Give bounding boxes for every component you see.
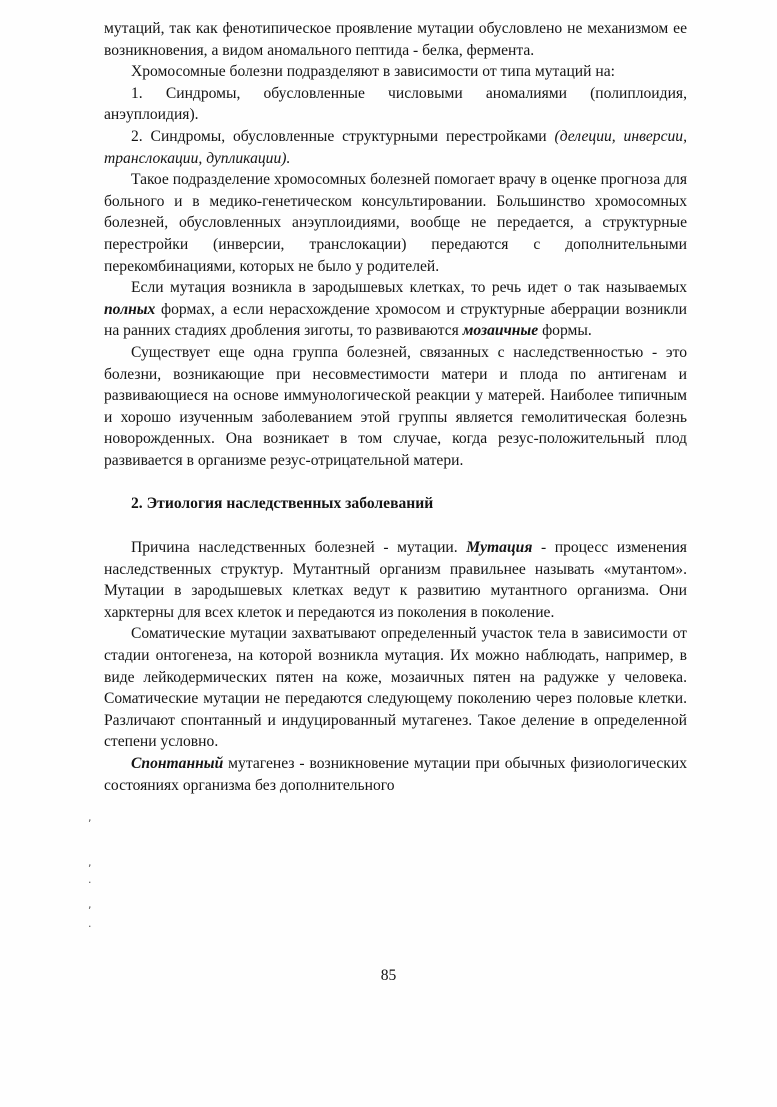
margin-speck: · <box>88 876 92 889</box>
list-item-structural-rearrangements <box>104 126 687 169</box>
margin-speck: , <box>88 856 92 869</box>
paragraph-germ-cell-mutations <box>104 277 687 342</box>
term-spontaneous: Спонтанный <box>131 755 224 772</box>
paragraph-spontaneous-mutagenesis <box>104 753 687 796</box>
list-item-text: 2. Синдромы, обусловленные структурными перестройками <box>131 127 555 145</box>
text-run: - процесс изменения наследственных структур. Мутантный организм правильнее называть «мутантом». Мутации в зародышевых клетках ведут к развитию мутантного организма. Они харктерны для всех клеток и передаются из поколения в поколение. <box>104 539 687 621</box>
paragraph-prognosis: Такое подразделение хромосомных болезней помогает врачу в оценке прогноза для больного и в медико-генетическом консультировании. Большинство хромосомных болезней, обусловленных анэуплоидиями, вообще не передается, а структурные перестройки (инверсии, транслокации) передаются с дополнительными перекомбинациями, которых не было у родителей. <box>104 171 687 275</box>
term-mosaic-forms: мозаичные <box>462 322 539 340</box>
spacer <box>104 471 687 493</box>
text-run: формах, а если нерасхождение хромосом и структурные аберрации возникли на ранних стадиях дробления зиготы, то развиваются <box>104 300 687 340</box>
paragraph-classification-intro: Хромосомные болезни подразделяют в зависимости от типа мутаций на: <box>131 63 615 81</box>
paragraph-continuation: мутаций, так как фенотипическое проявление мутации обусловлено не механизмом ее возникновения, а видом аномального пептида - белка, фермента. <box>104 20 687 59</box>
term-full-forms: полных <box>104 300 156 318</box>
paragraph-mutation-definition <box>104 537 687 623</box>
text-run: мутагенез - возникновение мутации при обычных физиологических состояниях организма без дополнительного <box>104 755 687 794</box>
margin-speck: , <box>88 811 92 824</box>
list-item-numeric-anomalies: 1. Синдромы, обусловленные числовыми аномалиями (полиплоидия, анэуплоидия). <box>104 84 687 124</box>
text-run: Если мутация возникла в зародышевых клетках, то речь идет о так называемых <box>131 279 687 297</box>
paragraph-incompatibility-diseases: Существует еще одна группа болезней, связанных с наследственностью - это болезни, возникающие при несовместимости матери и плода по антигенам и развивающиеся на основе иммунологической реакции у матерей. Наиболее типичным и хорошо изученным заболеванием этой группы является гемолитическая болезнь новорожденных. Она возникает в том случае, когда резус-положительный плод развивается в организме резус-отрицательной матери. <box>104 343 687 469</box>
body-text <box>104 18 687 796</box>
paragraph-somatic-mutations: Соматические мутации захватывают определенный участок тела в зависимости от стадии онтогенеза, на которой возникла мутация. Их можно наблюдать, например, в виде лейкодермических пятен на коже, мозаичных пятен на радужке у человека. Соматические мутации не передаются следующему поколению через половые клетки. Различают спонтанный и индуцированный мутагенез. Такое деление в определенной степени условно. <box>104 625 687 751</box>
margin-speck: · <box>88 920 92 933</box>
page-number: 85 <box>380 967 397 984</box>
term-mutation: Мутация <box>466 539 533 557</box>
list-item-examples: (делеции, инверсии, транслокации, дупликации). <box>104 127 687 167</box>
text-run: Причина наследственных болезней - мутации. <box>131 539 467 557</box>
text-run: формы. <box>538 322 592 340</box>
margin-speck: , <box>88 898 92 911</box>
spacer <box>104 515 687 537</box>
section-heading: 2. Этиология наследственных заболеваний <box>131 495 434 513</box>
